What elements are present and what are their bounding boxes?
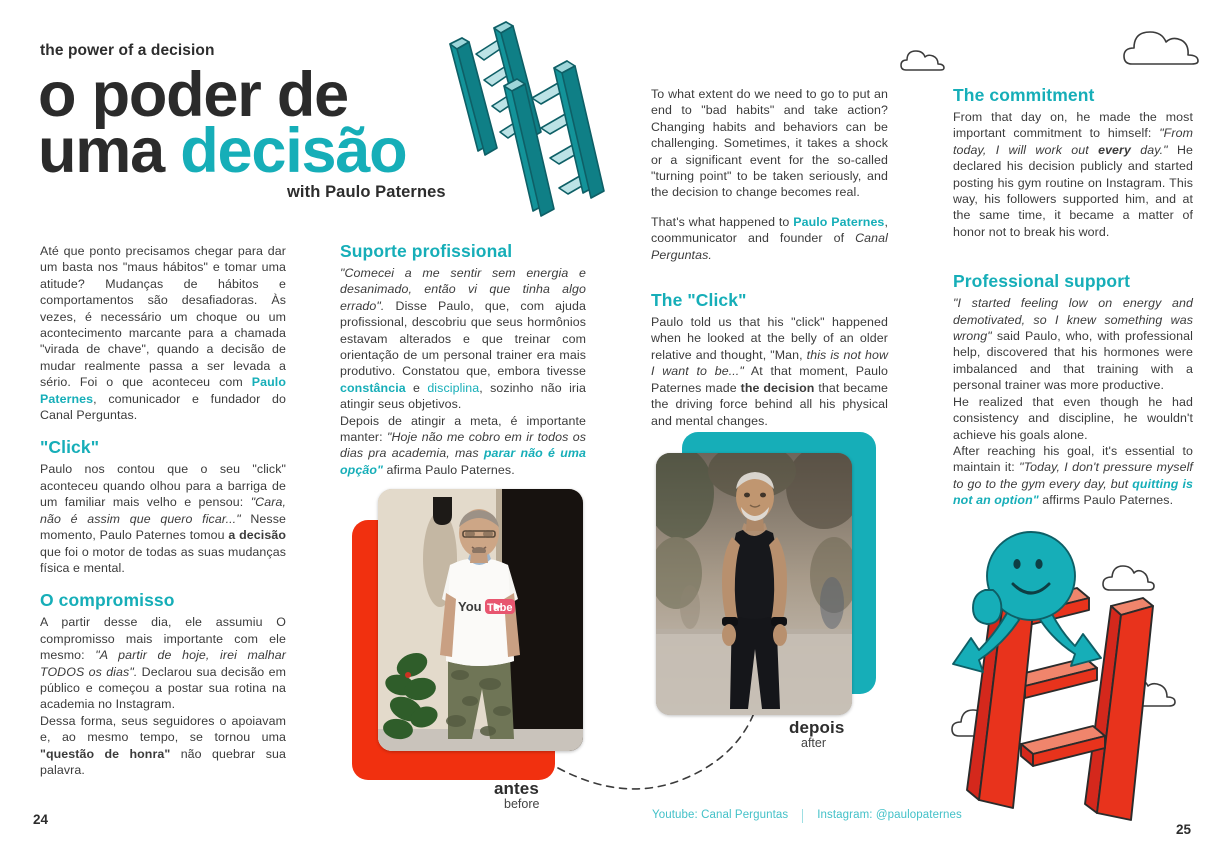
svg-text:Tube: Tube	[487, 602, 513, 614]
byline: with Paulo Paternes	[287, 183, 446, 201]
spacer	[651, 201, 888, 214]
caption-before-en: before	[504, 797, 540, 811]
after-photo	[656, 453, 852, 715]
cloud-icon-small-top	[900, 44, 948, 74]
caption-after-pt: depois	[789, 718, 845, 737]
spacer	[40, 576, 286, 589]
footer-social	[652, 809, 962, 821]
heading-professional-support-en: Professional support	[953, 271, 1131, 292]
footer-youtube[interactable]: Youtube: Canal Perguntas	[652, 809, 789, 822]
kicker-text: the power of a decision	[40, 42, 215, 59]
before-photo	[378, 489, 583, 751]
title-plain-part: uma	[38, 116, 181, 186]
footer-divider	[802, 809, 803, 823]
heading-click-pt: "Click"	[40, 437, 100, 458]
col3-intro-2: That's what happened to Paulo Paternes, coommunicator and founder of Canal Perguntas.	[651, 214, 888, 262]
dashed-connector-curve	[556, 700, 786, 800]
spacer	[953, 240, 1193, 270]
page-title-line2	[38, 118, 406, 184]
heading-suporte-pt: Suporte profissional	[340, 241, 513, 261]
col4-sup-body-2: He realized that even though he had consistency and discipline, he wouldn't achieve his goals alone.	[953, 394, 1193, 442]
col4-commit-body: From that day on, he made the most important commitment to himself: "From today, I will work out every day." He declared his decision publicly and started posting his gym routine on Instagram. This way, his followers supported him, and at the same time, it became a matter of honor not to break his word.	[953, 110, 1193, 239]
col1-intro: Até que ponto precisamos chegar para dar um basta nos "maus hábitos" e tomar uma atitude? Mudanças de hábitos e comportamentos são desafiadoras. Às vezes, é necessário um choque ou um acontecimento marcante para a chamada "virada de chave", quando a decisão de mudar realmente passa a ser levada a sério. Foi o que aconteceu com Paulo Paternes, comunicador e fundador do Canal Perguntas.	[40, 244, 286, 423]
heading-compromisso-pt: O compromisso	[40, 590, 175, 611]
col4-sup-body-3: After reaching his goal, it's essential to maintain it: "Today, I don't pressure myself to go to the gym every day, but quitting is not an option" affirms Paulo Paternes.	[953, 443, 1193, 508]
col1-click-body: Paulo nos contou que o seu "click" aconteceu quando olhou para a barriga de um familiar mais velho e pensou: "Cara, não é assim que quero ficar..." Nesse momento, Paulo Paternes tomou a decisão que foi o motor de todas as suas mudanças física e mental.	[40, 462, 286, 575]
cloud-icon-large-top	[1122, 22, 1202, 70]
column-3-english	[651, 86, 888, 429]
page-title-line1: o poder de	[38, 60, 349, 130]
spacer	[40, 423, 286, 436]
column-1-portuguese	[40, 243, 286, 778]
after-photo-illustration	[656, 453, 852, 715]
svg-text:You: You	[458, 599, 482, 614]
column-2-portuguese	[340, 240, 586, 478]
col2-body-2: Depois de atingir a meta, é importante manter: "Hoje não me cobro em ir todos os dias pra academia, mas parar não é uma opção" afirma Paulo Paternes.	[340, 413, 586, 477]
heading-click-en: The "Click"	[651, 290, 747, 311]
page-number-left: 24	[33, 812, 49, 827]
cloud-icon-illustration-top	[1103, 566, 1154, 590]
title-accent-part: decisão	[180, 116, 407, 186]
col3-click-body: Paulo told us that his "click" happened when he looked at the belly of an older relative and thought, "Man, this is not how I want to be..." At that moment, Paulo Paternes made the decision that became the driving force behind all his physical and mental changes.	[651, 315, 888, 428]
col1-comp-body-1: A partir desse dia, ele assumiu O compromisso mais importante com ele mesmo: "A partir de hoje, irei malhar TODOS os dias". Declarou sua decisão em público e começou a postar sua rotina na academia no Instagram.	[40, 615, 286, 712]
ladder-icon-teal-right	[490, 58, 610, 223]
spacer	[651, 263, 888, 289]
heading-commitment-en: The commitment	[953, 85, 1095, 105]
page-number-right: 25	[1176, 822, 1192, 837]
caption-after-en: after	[801, 736, 827, 750]
col4-sup-body-1: "I started feeling low on energy and demotivated, so I knew something was wrong" said Paulo, who, with professional help, discovered that his hormones were imbalanced and that training with a personal trainer was more productive.	[953, 296, 1193, 393]
mascot-on-ladder-illustration	[935, 528, 1225, 833]
col2-body-1: "Comecei a me sentir sem energia e desanimado, então vi que tinha algo errado". Disse Paulo, que, com ajuda profissional, descobriu que seus hormônios estavam alterados e que treinar com orientação de um personal trainer era mais produtivo. Constatou que, embora tivesse constância e disciplina, sozinho não iria atingir seus objetivos.	[340, 266, 586, 412]
before-photo-illustration	[378, 489, 583, 751]
column-4-english	[953, 84, 1193, 509]
caption-before-pt: antes	[494, 779, 539, 798]
col3-intro-1: To what extent do we need to go to put an end to "bad habits" and take action? Changing habits and behaviors can be challenging. Sometimes, it takes a shock or a significant event for the so-called "turning point" to be taken seriously, and the decision to change becomes real.	[651, 87, 888, 200]
footer-instagram[interactable]: Instagram: @paulopaternes	[817, 809, 962, 822]
col1-comp-body-2: Dessa forma, seus seguidores o apoiavam e, ao mesmo tempo, se tornou uma "questão de honra" não quebrar sua palavra.	[40, 713, 286, 777]
